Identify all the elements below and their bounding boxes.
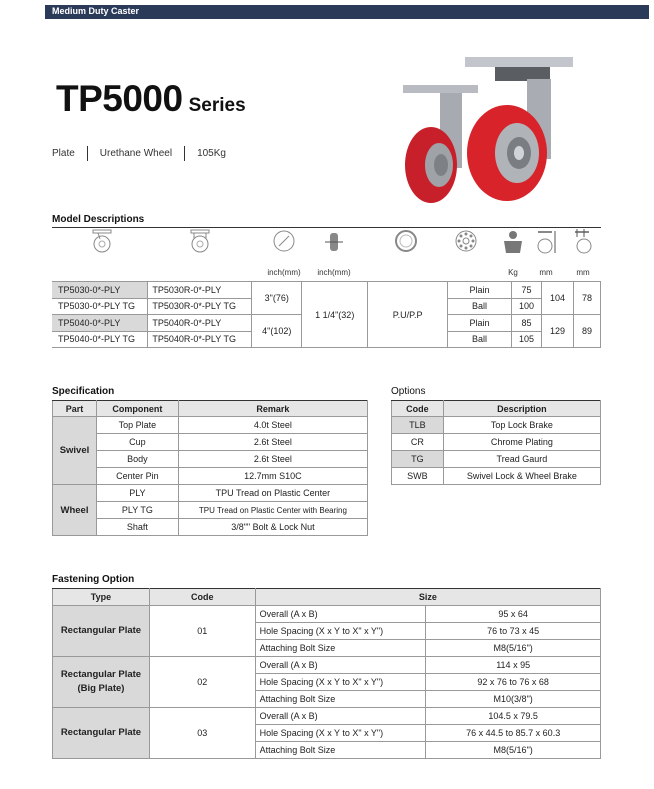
summary-wheel: Urethane Wheel [99, 148, 173, 159]
model-swivel-code: TP5030-0*-PLY TG [52, 298, 148, 315]
bearing-icon [454, 229, 478, 253]
wheel-diameter-value: 4"(102) [252, 315, 302, 348]
table-row [53, 468, 368, 485]
model-swivel-code: TP5030-0*-PLY [52, 282, 148, 299]
material-value: P.U/P.P [368, 282, 448, 348]
component-cell: PLY [96, 485, 178, 502]
caster-photo [395, 55, 580, 205]
table-row [392, 468, 601, 485]
plate-type: Rectangular Plate [53, 708, 150, 759]
table-row [53, 451, 368, 468]
height-value: 129 [542, 315, 574, 348]
table-row [392, 417, 601, 434]
wheel-diameter-unit: inch(mm) [267, 268, 301, 277]
size-value: 76 x 44.5 to 85.7 x 60.3 [426, 725, 601, 742]
table-header-row [53, 401, 368, 417]
overall-height-icon [532, 229, 560, 279]
header-label: Medium Duty Caster [52, 6, 140, 16]
option-desc: Top Lock Brake [443, 417, 600, 434]
plate-type: Rectangular Plate [53, 606, 150, 657]
options-table [391, 400, 601, 485]
load-capacity-icon [498, 229, 528, 279]
bearing-value: Ball [448, 298, 512, 315]
page-title [56, 78, 246, 120]
divider [87, 146, 88, 161]
table-row [392, 434, 601, 451]
col-header-code: Code [392, 401, 444, 417]
component-cell: Top Plate [96, 417, 178, 434]
title-suffix: Series [188, 95, 246, 116]
offset-unit: mm [576, 268, 590, 277]
size-value: 95 x 64 [426, 606, 601, 623]
table-header-row [392, 401, 601, 417]
load-value: 75 [512, 282, 542, 299]
remark-cell: TPU Tread on Plastic Center [178, 485, 367, 502]
model-rigid-code: TP5030R-0*-PLY TG [148, 298, 252, 315]
size-label: Attaching Bolt Size [255, 691, 426, 708]
wheel-width-icon [314, 229, 354, 279]
height-value: 104 [542, 282, 574, 315]
component-cell: Body [96, 451, 178, 468]
remark-cell: 3/8"" Bolt & Lock Nut [178, 519, 367, 536]
table-row [53, 657, 601, 674]
option-code: SWB [392, 468, 444, 485]
load-unit: Kg [508, 268, 518, 277]
spec-section-title: Specification [52, 386, 115, 397]
summary-load: 105Kg [197, 148, 226, 159]
col-header-description: Description [443, 401, 600, 417]
size-label: Hole Spacing (X x Y to X" x Y") [255, 725, 426, 742]
table-row [53, 417, 368, 434]
option-code: CR [392, 434, 444, 451]
table-row [53, 502, 368, 519]
size-value: M8(5/16") [426, 742, 601, 759]
divider [184, 146, 185, 161]
table-row [53, 434, 368, 451]
load-value: 85 [512, 315, 542, 332]
size-value: 76 to 73 x 45 [426, 623, 601, 640]
option-desc: Swivel Lock & Wheel Brake [443, 468, 600, 485]
product-summary [52, 146, 226, 161]
offset-value: 89 [573, 315, 600, 348]
table-row [53, 485, 368, 502]
model-table [52, 281, 601, 348]
remark-cell: TPU Tread on Plastic Center with Bearing [178, 502, 367, 519]
group-swivel: Swivel [53, 417, 97, 485]
table-row [392, 451, 601, 468]
header-bar [45, 5, 649, 19]
remark-cell: 2.6t Steel [178, 451, 367, 468]
col-header-component: Component [96, 401, 178, 417]
summary-mount: Plate [52, 148, 75, 159]
plate-code: 03 [149, 708, 255, 759]
option-code: TLB [392, 417, 444, 434]
model-swivel-code: TP5040-0*-PLY TG [52, 331, 148, 348]
bearing-value: Plain [448, 315, 512, 332]
bearing-value: Ball [448, 331, 512, 348]
col-header-type: Type [53, 589, 150, 606]
wheel-diameter-icon [264, 229, 304, 279]
spec-table [52, 400, 368, 536]
table-row [52, 282, 601, 299]
size-label: Attaching Bolt Size [255, 640, 426, 657]
rigid-caster-icon [188, 229, 212, 253]
model-icon-row [52, 229, 601, 281]
col-header-code: Code [149, 589, 255, 606]
size-label: Hole Spacing (X x Y to X" x Y") [255, 674, 426, 691]
table-row [53, 708, 601, 725]
size-value: 92 x 76 to 76 x 68 [426, 674, 601, 691]
remark-cell: 4.0t Steel [178, 417, 367, 434]
fastening-section-title: Fastening Option [52, 574, 135, 585]
offset-value: 78 [573, 282, 600, 315]
swivel-caster-icon [90, 229, 114, 253]
wheel-diameter-value: 3"(76) [252, 282, 302, 315]
group-wheel: Wheel [53, 485, 97, 536]
col-header-part: Part [53, 401, 97, 417]
plate-code: 01 [149, 606, 255, 657]
title-model: TP5000 [56, 78, 183, 119]
height-unit: mm [539, 268, 553, 277]
model-top-rule [52, 227, 601, 228]
plate-type: Rectangular Plate (Big Plate) [53, 657, 150, 708]
size-label: Overall (A x B) [255, 708, 426, 725]
plate-code: 02 [149, 657, 255, 708]
size-label: Overall (A x B) [255, 657, 426, 674]
option-desc: Chrome Plating [443, 434, 600, 451]
col-header-size: Size [255, 589, 600, 606]
col-header-remark: Remark [178, 401, 367, 417]
model-section-title: Model Descriptions [52, 214, 145, 225]
size-value: M10(3/8") [426, 691, 601, 708]
component-cell: PLY TG [96, 502, 178, 519]
component-cell: Center Pin [96, 468, 178, 485]
remark-cell: 12.7mm S10C [178, 468, 367, 485]
load-value: 105 [512, 331, 542, 348]
model-rigid-code: TP5030R-0*-PLY [148, 282, 252, 299]
size-label: Overall (A x B) [255, 606, 426, 623]
wheel-width-value: 1 1/4"(32) [302, 282, 368, 348]
offset-icon [569, 229, 597, 279]
component-cell: Cup [96, 434, 178, 451]
option-desc: Tread Gaurd [443, 451, 600, 468]
size-label: Hole Spacing (X x Y to X" x Y") [255, 623, 426, 640]
remark-cell: 2.6t Steel [178, 434, 367, 451]
table-row [53, 606, 601, 623]
table-row [53, 519, 368, 536]
wheel-width-unit: inch(mm) [317, 268, 351, 277]
model-rigid-code: TP5040R-0*-PLY [148, 315, 252, 332]
component-cell: Shaft [96, 519, 178, 536]
option-code: TG [392, 451, 444, 468]
model-rigid-code: TP5040R-0*-PLY TG [148, 331, 252, 348]
table-header-row [53, 589, 601, 606]
model-swivel-code: TP5040-0*-PLY [52, 315, 148, 332]
tread-material-icon [394, 229, 418, 253]
size-value: 104.5 x 79.5 [426, 708, 601, 725]
bearing-value: Plain [448, 282, 512, 299]
size-value: M8(5/16") [426, 640, 601, 657]
size-value: 114 x 95 [426, 657, 601, 674]
size-label: Attaching Bolt Size [255, 742, 426, 759]
load-value: 100 [512, 298, 542, 315]
fastening-table [52, 588, 601, 759]
options-section-title: Options [391, 386, 426, 397]
